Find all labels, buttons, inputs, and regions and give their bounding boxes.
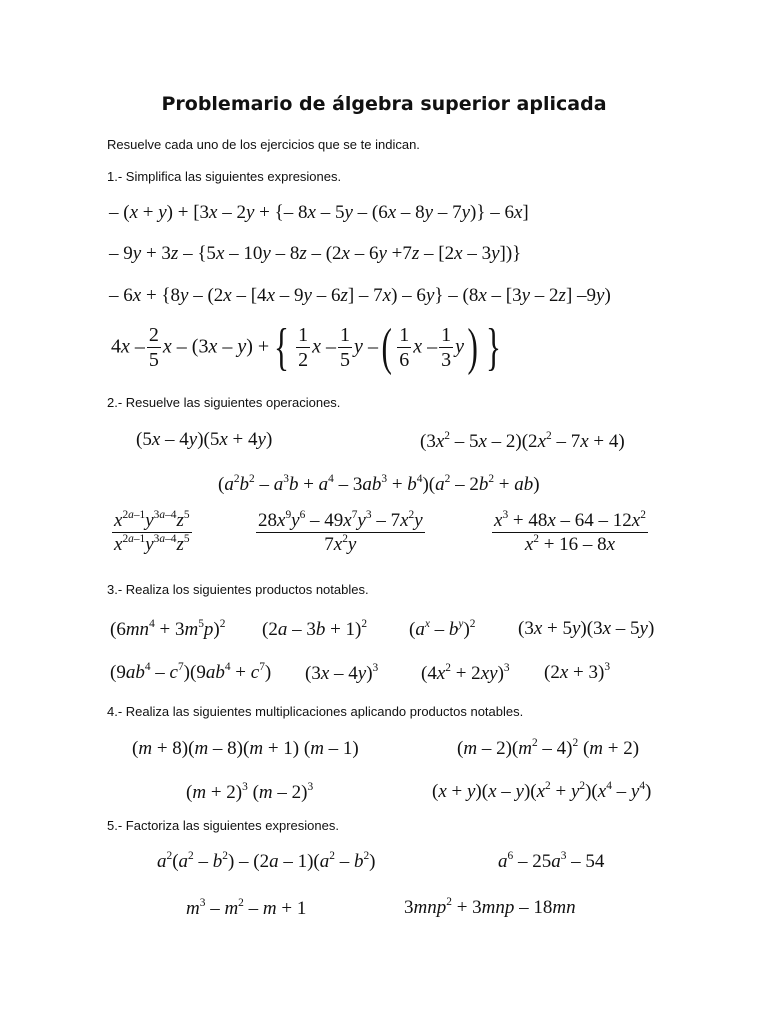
section-4-heading: 4.- Realiza las siguientes multiplicaciones aplicando productos notables. [107, 704, 524, 719]
exercise-2-5: $\frac{28x^9y^6 - 49x^7y^3 - 7x^2y}{7x^2y}$ [258, 509, 423, 555]
exercise-3-5: $(9ab^4 - c^7)(9ab^4 + c^7)$ [110, 661, 272, 683]
exercise-3-4: (3x + 5y)(3x – 5y) [518, 618, 655, 639]
page-title: Problemario de álgebra superior aplicada [161, 93, 607, 115]
exercise-2-2: $(3x^2 - 5x - 2)(2x^2 - 7x + 4)$ [420, 430, 625, 452]
exercise-5-1: $a^2(a^2 - b^2) - (2a - 1)(a^2 - b^2)$ [157, 850, 376, 872]
exercise-5-3: $m^3 - m^2 - m + 1$ [186, 897, 307, 919]
section-2-heading: 2.- Resuelve las siguientes operaciones. [107, 395, 341, 410]
exercise-2-1: (5x – 4y)(5x + 4y) [136, 429, 273, 450]
exercise-3-6: (3x – 4y)$^3$ [305, 662, 379, 684]
exercise-3-8: $(2x + 3)^3$ [544, 661, 611, 683]
exercise-4-3: $(m + 2)^3$ (m – 2)$^3$ [186, 781, 314, 803]
section-3-heading: 3.- Realiza los siguientes productos notables. [107, 582, 369, 597]
exercise-4-1: (m + 8)(m – 8)(m + 1) (m – 1) [132, 738, 359, 759]
exercise-2-6: $\frac{x^3 + 48x - 64 - 12x^2}{x^2 + 16 - 8x}$ [494, 509, 646, 555]
exercise-5-2: $a^6 - 25a^3 - 54$ [498, 850, 605, 872]
instructions: Resuelve cada uno de los ejercicios que se te indican. [107, 137, 420, 152]
exercise-3-2: $(2a - 3b + 1)^2$ [262, 618, 368, 640]
exercise-3-7: $(4x^2 + 2xy)^3$ [421, 662, 510, 684]
exercise-5-4: 3mnp$^2$ + 3mnp – 18mn [404, 896, 576, 918]
exercise-3-1: $(6mn^4 + 3m^5p)^2$ [110, 618, 226, 640]
exercise-1-1: – (x + y) + [3x – 2y + {– 8x – 5y – (6x – 8y – 7y)} – 6x] [109, 202, 529, 223]
exercise-3-3: $(a^x - b^y)^2$ [409, 618, 476, 640]
section-1-heading: 1.- Simplifica las siguientes expresiones. [107, 169, 342, 184]
exercise-1-3: – 6x + {8y – (2x – [4x – 9y – 6z] – 7x) – 6y} – (8x – [3y – 2z] –9y) [109, 285, 611, 306]
exercise-4-2: $(m - 2)(m^2 - 4)^2$ (m + 2) [457, 737, 640, 759]
exercise-1-2: – 9y + 3z – {5x – 10y – 8z – (2x – 6y +7z – [2x – 3y])} [109, 243, 522, 264]
exercise-1-4: 4x – $\frac{2}{5}$ x – (3x – y) +{ $\frac{1}{2}$ x – $\frac{1}{5}$ y –( $\frac{1}{6}$ x – $\frac{1}{3}$ y) } [111, 319, 502, 376]
exercise-2-4: $\frac{x^{2a-1}y^{3a-4}z^5}{x^{2a-1}y^{3a-4}z^5}$ [114, 509, 190, 555]
exercise-4-4: $(x + y)(x - y)(x^2 + y^2)(x^4 - y^4)$ [432, 780, 652, 802]
section-5-heading: 5.- Factoriza las siguientes expresiones. [107, 818, 339, 833]
exercise-2-3: $(a^2b^2 - a^3b + a^4 - 3ab^3 + b^4)(a^2 - 2b^2 + ab)$ [218, 473, 540, 495]
